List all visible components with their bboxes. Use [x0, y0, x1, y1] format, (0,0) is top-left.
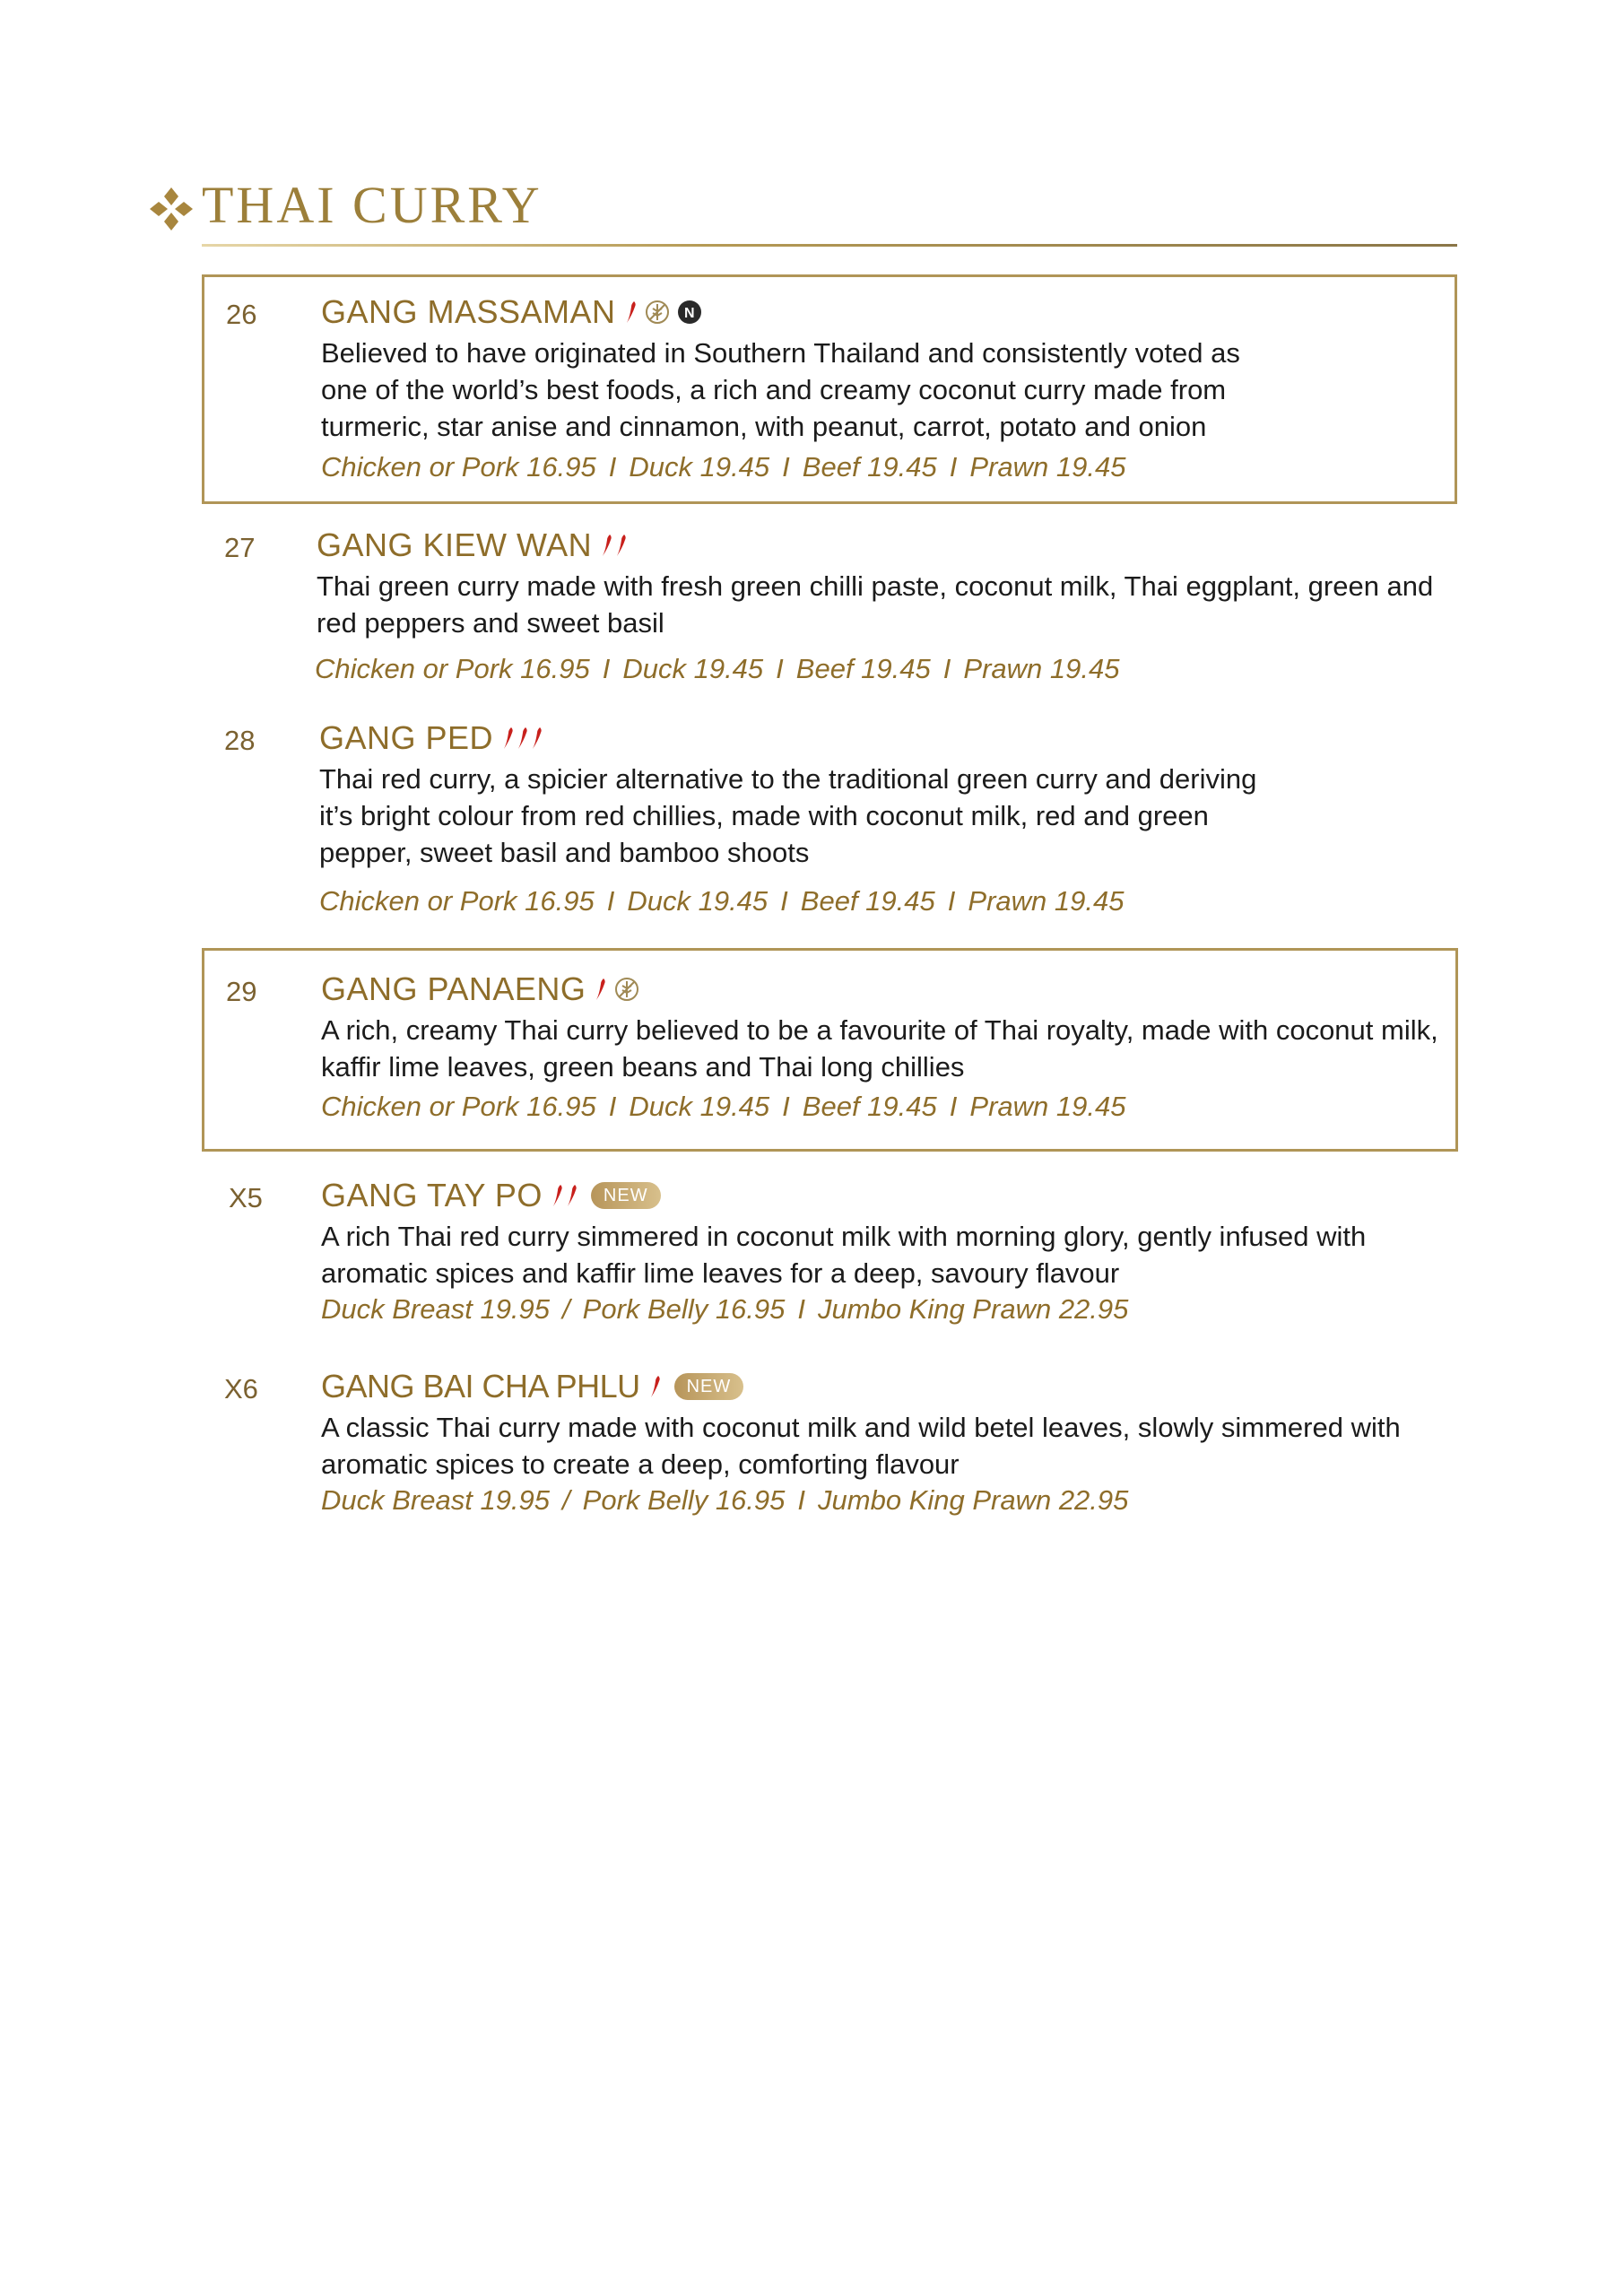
- dish-name-text: GANG TAY PO: [321, 1177, 543, 1213]
- section-title: THAI CURRY: [202, 176, 543, 234]
- dish-name: [321, 1366, 743, 1407]
- chili-icon: [615, 534, 628, 557]
- chili-icon: [531, 726, 543, 750]
- menu-item: [202, 1175, 1457, 1336]
- item-number: X5: [229, 1182, 263, 1213]
- dish-description: Thai green curry made with fresh green chilli paste, coconut milk, Thai eggplant, green and red peppers and sweet basil: [317, 570, 1434, 639]
- dish-name-text: GANG PED: [319, 719, 494, 756]
- nuts-icon: [677, 300, 702, 325]
- dish-name: [321, 969, 639, 1010]
- menu-item: [202, 718, 1457, 933]
- new-badge: NEW: [674, 1373, 744, 1400]
- dish-name-text: GANG KIEW WAN: [317, 526, 593, 563]
- dish-name-text: GANG MASSAMAN: [321, 293, 616, 330]
- menu-item: [202, 1366, 1457, 1527]
- dish-name-text: GANG BAI CHA PHLU: [321, 1368, 640, 1405]
- item-number: 28: [224, 725, 256, 756]
- menu-item: [202, 969, 1457, 1139]
- dish-description: Believed to have originated in Southern Thailand and consistently voted as one of the world’s best foods, a rich and creamy coconut curry made from turmeric, star anise and cinnamon, with peanut, carrot, potato and onion: [321, 337, 1240, 442]
- item-number: 26: [226, 299, 257, 330]
- section-header: [148, 175, 1457, 247]
- dish-name: [321, 1175, 661, 1216]
- dish-name: [319, 718, 543, 759]
- chili-icon: [551, 1184, 564, 1207]
- dish-description: A rich, creamy Thai curry believed to be a favourite of Thai royalty, made with coconut milk, kaffir lime leaves, green beans and Thai long chillies: [321, 1014, 1438, 1083]
- chili-icon: [649, 1375, 662, 1398]
- dish-name: [317, 525, 628, 566]
- chili-icon: [502, 726, 515, 750]
- menu-item: [202, 291, 1457, 489]
- dish-prices: Duck Breast 19.95 / Pork Belly 16.95 I Jumbo King Prawn 22.95: [321, 1293, 1129, 1325]
- dish-name: [321, 291, 702, 333]
- svg-text:N: N: [683, 306, 695, 321]
- chili-icon: [566, 1184, 578, 1207]
- dish-prices: Duck Breast 19.95 / Pork Belly 16.95 I Jumbo King Prawn 22.95: [321, 1484, 1129, 1516]
- item-number: 29: [226, 976, 257, 1007]
- dish-description: A classic Thai curry made with coconut milk and wild betel leaves, slowly simmered with aromatic spices to create a deep, comforting flavour: [321, 1412, 1401, 1480]
- item-number: X6: [224, 1373, 258, 1405]
- dish-name-text: GANG PANAENG: [321, 970, 586, 1007]
- chili-icon: [517, 726, 529, 750]
- menu-item: [202, 525, 1457, 695]
- dish-prices: Chicken or Pork 16.95 I Duck 19.45 I Beef 19.45 I Prawn 19.45: [315, 653, 1120, 684]
- dish-prices: Chicken or Pork 16.95 I Duck 19.45 I Beef 19.45 I Prawn 19.45: [321, 1091, 1126, 1122]
- gluten-free-icon: [645, 300, 670, 325]
- chili-icon: [601, 534, 613, 557]
- gluten-free-icon: [614, 977, 639, 1002]
- dish-prices: Chicken or Pork 16.95 I Duck 19.45 I Beef 19.45 I Prawn 19.45: [319, 885, 1125, 917]
- dish-description: A rich Thai red curry simmered in coconut milk with morning glory, gently infused with aromatic spices and kaffir lime leaves for a deep, savoury flavour: [321, 1221, 1367, 1289]
- title-divider: [202, 244, 1457, 247]
- item-number: 27: [224, 532, 256, 563]
- diamond-ornament-icon: [148, 186, 195, 232]
- chili-icon: [625, 300, 638, 324]
- chili-icon: [595, 978, 607, 1001]
- dish-description: Thai red curry, a spicier alternative to the traditional green curry and deriving it’s bright colour from red chillies, made with coconut milk, red and green pepper, sweet basil and bamboo shoots: [319, 763, 1257, 868]
- new-badge: NEW: [591, 1182, 661, 1209]
- dish-prices: Chicken or Pork 16.95 I Duck 19.45 I Beef 19.45 I Prawn 19.45: [321, 451, 1126, 483]
